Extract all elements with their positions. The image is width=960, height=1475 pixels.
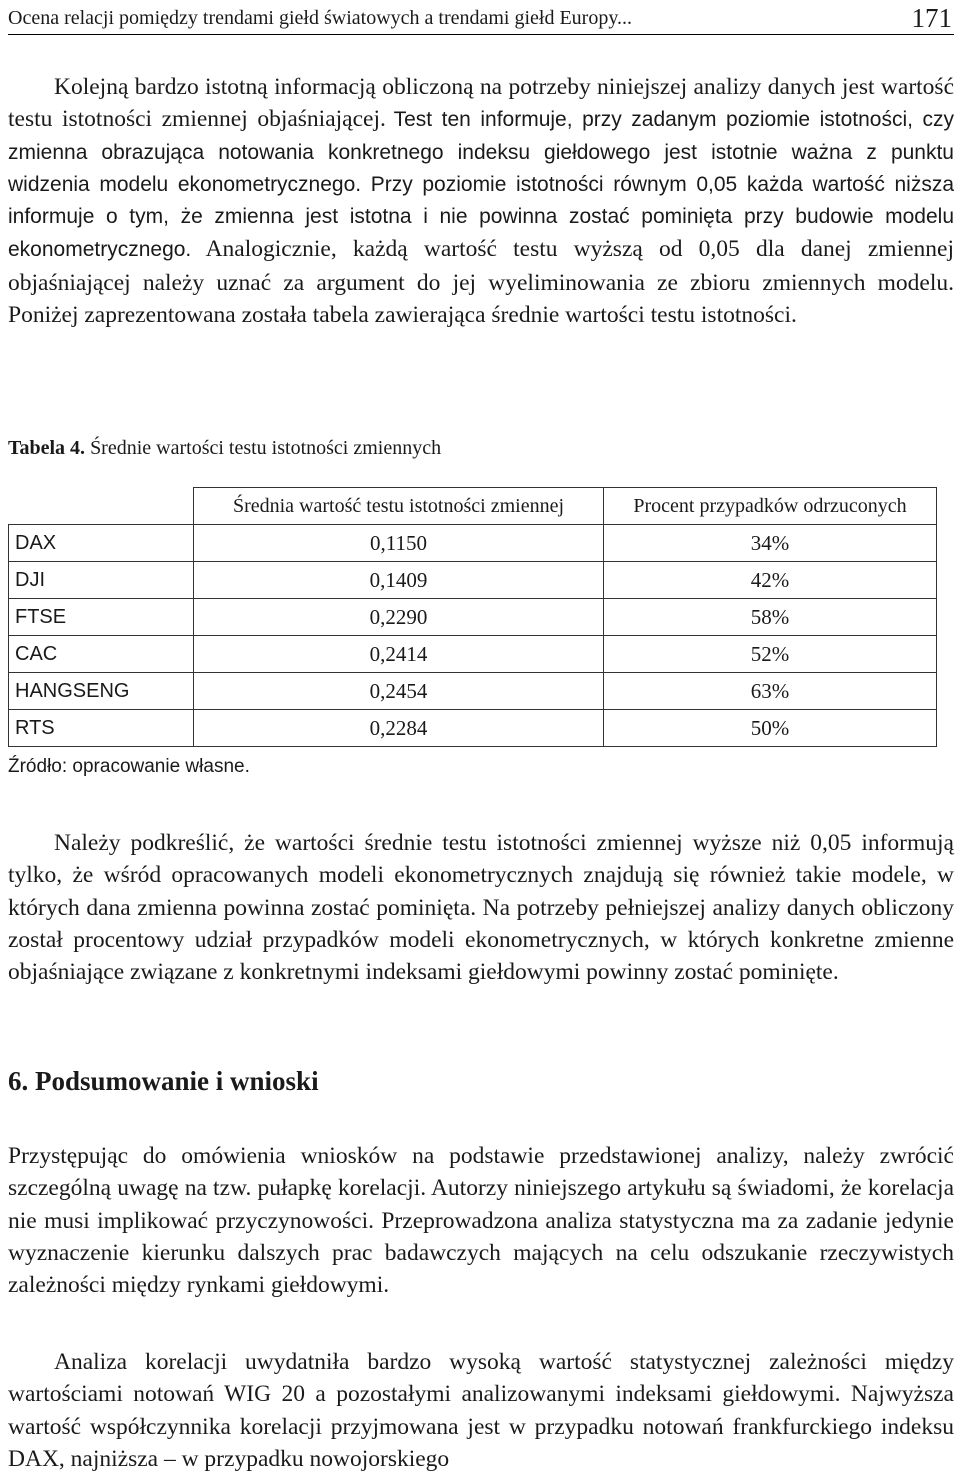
- table-row: [9, 673, 937, 710]
- table-header-percent: Procent przypadków odrzuconych: [604, 488, 937, 525]
- percent-rejected: 52%: [604, 636, 937, 673]
- table-header-empty: [9, 488, 194, 525]
- paragraph-conclusions-intro: Przystępując do omówienia wniosków na podstawie przedstawionej analizy, należy zwrócić szczególną uwagę na tzw. pułapkę korelacji. Autorzy niniejszego artykułu są świadomi, że korelacja nie musi implikować przyczynowości. Przeprowadzona analiza statystyczna ma za zadanie jedynie wyznaczenie kierunku dalszych prac badawczych mających na celu odszukanie rzeczywistych zależności między rynkami giełdowymi.: [8, 1143, 954, 1299]
- significance-table: [8, 487, 937, 747]
- mean-value: 0,1150: [194, 525, 604, 562]
- table-header-row: [9, 488, 937, 525]
- index-name: DAX: [9, 525, 194, 562]
- paragraph-correlation-analysis: Analiza korelacji uwydatniła bardzo wysoką wartość statystycznej zależności między wartościami notowań WIG 20 a pozostałymi analizowanymi indeksami giełdowymi. Najwyższa wartość współczynnika korelacji przyjmowana jest w przypadku notowań frankfurckiego indeksu DAX, najniższa – w przypadku nowojorskiego: [8, 1349, 954, 1472]
- percent-rejected: 58%: [604, 599, 937, 636]
- index-name: DJI: [9, 562, 194, 599]
- table-row: [9, 599, 937, 636]
- table-caption: [8, 437, 441, 460]
- percent-rejected: 63%: [604, 673, 937, 710]
- index-name: FTSE: [9, 599, 194, 636]
- table-caption-text: Średnie wartości testu istotności zmiennych: [90, 437, 442, 459]
- index-name: RTS: [9, 710, 194, 747]
- percent-rejected: 34%: [604, 525, 937, 562]
- running-header: [8, 4, 954, 35]
- paragraph-1-part-3: Analogicznie, każdą wartość testu wyższą od 0,05 dla danej zmiennej objaśniającej należy uznać za argument do jej wyeliminowania ze zbioru zmiennych modelu. Poniżej zaprezentowana została tabela zawierająca średnie wartości testu istotności.: [8, 236, 955, 329]
- paragraph-significance-test: [8, 71, 954, 331]
- table-row: [9, 525, 937, 562]
- percent-rejected: 50%: [604, 710, 937, 747]
- table-caption-label: Tabela 4.: [8, 437, 86, 459]
- paragraph-1-part-1: Kolejną bardzo istotną informacją obliczoną na potrzeby niniejszej analizy danych jest wartość testu istotności zmiennej objaśniającej.: [8, 74, 954, 133]
- index-name: HANGSENG: [9, 673, 194, 710]
- mean-value: 0,2290: [194, 599, 604, 636]
- table-header-mean: Średnia wartość testu istotności zmiennej: [194, 488, 604, 525]
- section-heading: 6. Podsumowanie i wnioski: [8, 1066, 319, 1096]
- table-source: Źródło: opracowanie własne.: [8, 756, 250, 777]
- index-name: CAC: [9, 636, 194, 673]
- percent-rejected: 42%: [604, 562, 937, 599]
- table-row: [9, 710, 937, 747]
- paragraph-mean-values: Należy podkreślić, że wartości średnie testu istotności zmiennej wyższe niż 0,05 informują tylko, że wśród opracowanych modeli ekonometrycznych znajdują się również takie modele, w których dana zmienna powinna zostać pominięta. Na potrzeby pełniejszej analizy danych obliczony został procentowy udział przypadków modeli ekonometrycznych, w których konkretne zmienne objaśniające związane z konkretnymi indeksami giełdowymi powinny zostać pominięte.: [8, 830, 954, 986]
- mean-value: 0,2414: [194, 636, 604, 673]
- running-title: Ocena relacji pomiędzy trendami giełd światowych a trendami giełd Europy...: [8, 7, 633, 29]
- page-number: 171: [911, 3, 952, 33]
- mean-value: 0,2284: [194, 710, 604, 747]
- table-row: [9, 562, 937, 599]
- table-row: [9, 636, 937, 673]
- mean-value: 0,2454: [194, 673, 604, 710]
- paragraph-1-part-2: Test ten informuje, przy zadanym poziomie istotności, czy zmienna obrazująca notowania konkretnego indeksu giełdowego jest istotnie ważna z punktu widzenia modelu ekonometrycznego. Przy poziomie istotności równym 0,05 każda wartość niższa informuje o tym, że zmienna jest istotna i nie powinna zostać pominięta przy budowie modelu ekonometrycznego.: [8, 108, 955, 262]
- mean-value: 0,1409: [194, 562, 604, 599]
